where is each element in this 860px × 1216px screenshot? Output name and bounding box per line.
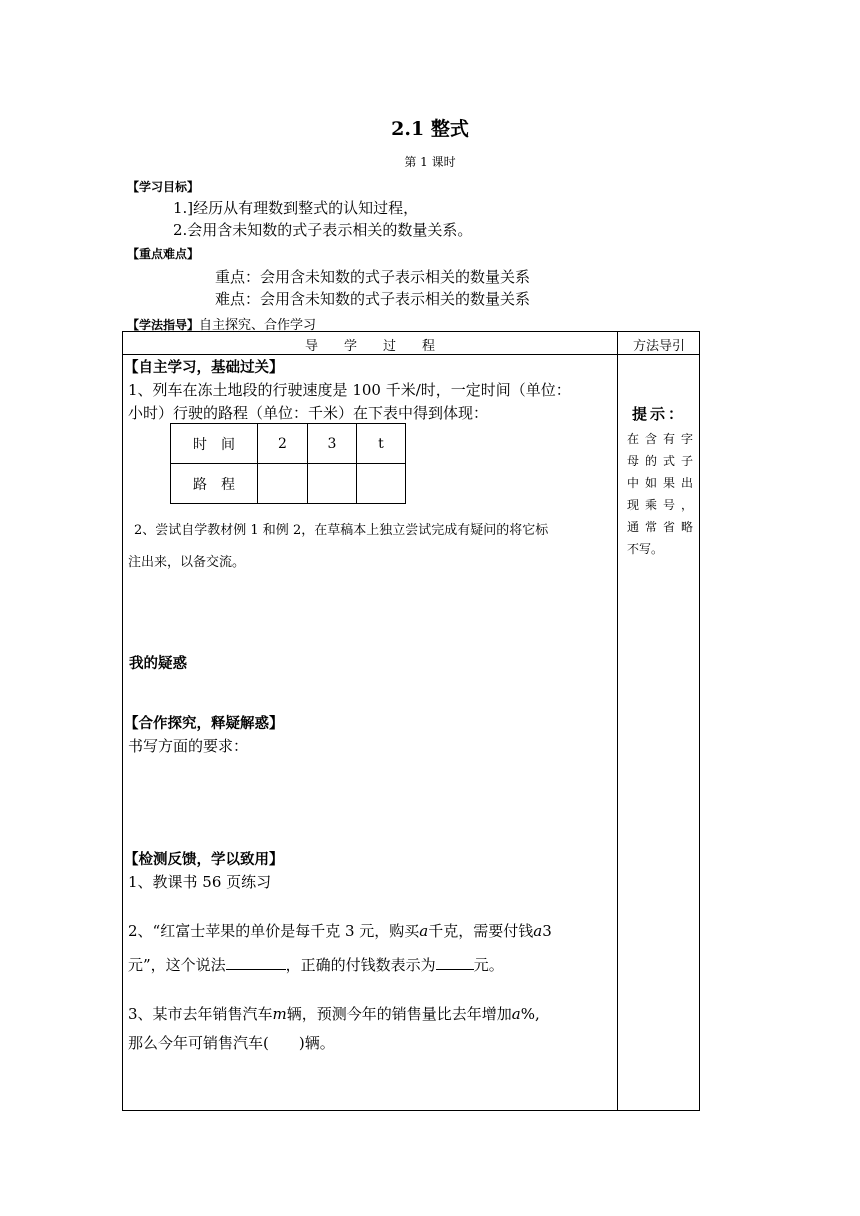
tip-line: 通常省略 (627, 520, 693, 534)
process-header: 导 学 过 程 (304, 339, 435, 354)
writing-requirements: 书写方面的要求： (128, 737, 249, 755)
cooperate-heading: 【合作探究，释疑解惑】 (124, 715, 284, 732)
feedback-q2-line-2 (128, 954, 504, 975)
variable-a: a (419, 922, 429, 940)
q2-text: 元。 (473, 956, 504, 974)
table-cell: 2 (258, 424, 308, 464)
table-cell: t (357, 424, 406, 464)
tip-title: 提示： (631, 405, 686, 423)
feedback-q3-line-1 (128, 1003, 540, 1024)
tip-line: 中如果出 (627, 476, 693, 490)
q2-text: 元”，这个说法 (128, 956, 226, 974)
q2-text: 3 (542, 922, 552, 940)
variable-m: m (272, 1005, 287, 1023)
table-cell (357, 464, 406, 504)
guide-header: 方法导引 (632, 339, 685, 354)
table-cell: 路 程 (171, 464, 258, 504)
column-divider (617, 332, 618, 1110)
table-cell: 3 (308, 424, 357, 464)
tip-line: 母的式子 (627, 454, 693, 468)
variable-a: a (533, 922, 543, 940)
objective-item-1: 1.]经历从有理数到整式的认知过程， (173, 199, 419, 217)
q3-text: 3、某市去年销售汽车 (128, 1005, 273, 1023)
focus-point: 重点：会用含未知数的式子表示相关的数量关系 (215, 268, 531, 286)
feedback-q1: 1、教课书 56 页练习 (128, 873, 272, 891)
difficulty-point: 难点：会用含未知数的式子表示相关的数量关系 (215, 290, 531, 308)
q2-text: 千克，需要付钱 (428, 922, 534, 940)
header-divider (123, 354, 699, 355)
tip-line: 现乘号， (627, 498, 693, 512)
table-cell (308, 464, 357, 504)
tip-line: 不写。 (627, 542, 664, 556)
table-cell (258, 464, 308, 504)
answer-blank[interactable] (226, 955, 286, 970)
speed-table (170, 423, 406, 504)
answer-blank[interactable] (436, 955, 474, 970)
q2-text: 2、“红富士苹果的单价是每千克 3 元，购买 (128, 922, 420, 940)
self-study-heading: 【自主学习，基础过关】 (124, 359, 284, 376)
feedback-q3-line-2: 那么今年可销售汽车( )辆。 (128, 1034, 335, 1052)
variable-a: a (511, 1005, 521, 1023)
lesson-subtitle: 第 1 课时 (404, 155, 456, 169)
table-row (171, 424, 406, 464)
key-points-heading: 【重点难点】 (127, 247, 200, 261)
q2-line-1: 2、尝试自学教材例 1 和例 2，在草稿本上独立尝试完成有疑问的将它标 (134, 523, 549, 538)
q1-line-2: 小时）行驶的路程（单位：千米）在下表中得到体现： (128, 404, 489, 422)
doubts-heading: 我的疑惑 (129, 655, 187, 672)
q2-text: ，正确的付钱数表示为 (285, 956, 436, 974)
q3-text: 辆，预测今年的销售量比去年增加 (286, 1005, 512, 1023)
objectives-heading: 【学习目标】 (127, 180, 200, 194)
method-heading: 【学法指导】 (127, 318, 200, 332)
objective-item-2: 2.会用含未知数的式子表示相关的数量关系。 (173, 221, 473, 239)
q2-line-2: 注出来，以备交流。 (128, 555, 246, 570)
table-cell: 时 间 (171, 424, 258, 464)
method-text: 自主探究、合作学习 (199, 318, 317, 333)
page-title: 2.1 整式 (391, 118, 469, 140)
q1-line-1: 1、列车在冻土地段的行驶速度是 100 千米/时，一定时间（单位： (128, 381, 571, 399)
feedback-q2-line-1 (128, 920, 552, 941)
q3-text: %, (520, 1005, 540, 1023)
table-row (171, 464, 406, 504)
feedback-heading: 【检测反馈，学以致用】 (124, 851, 284, 868)
tip-line: 在含有字 (627, 432, 693, 446)
